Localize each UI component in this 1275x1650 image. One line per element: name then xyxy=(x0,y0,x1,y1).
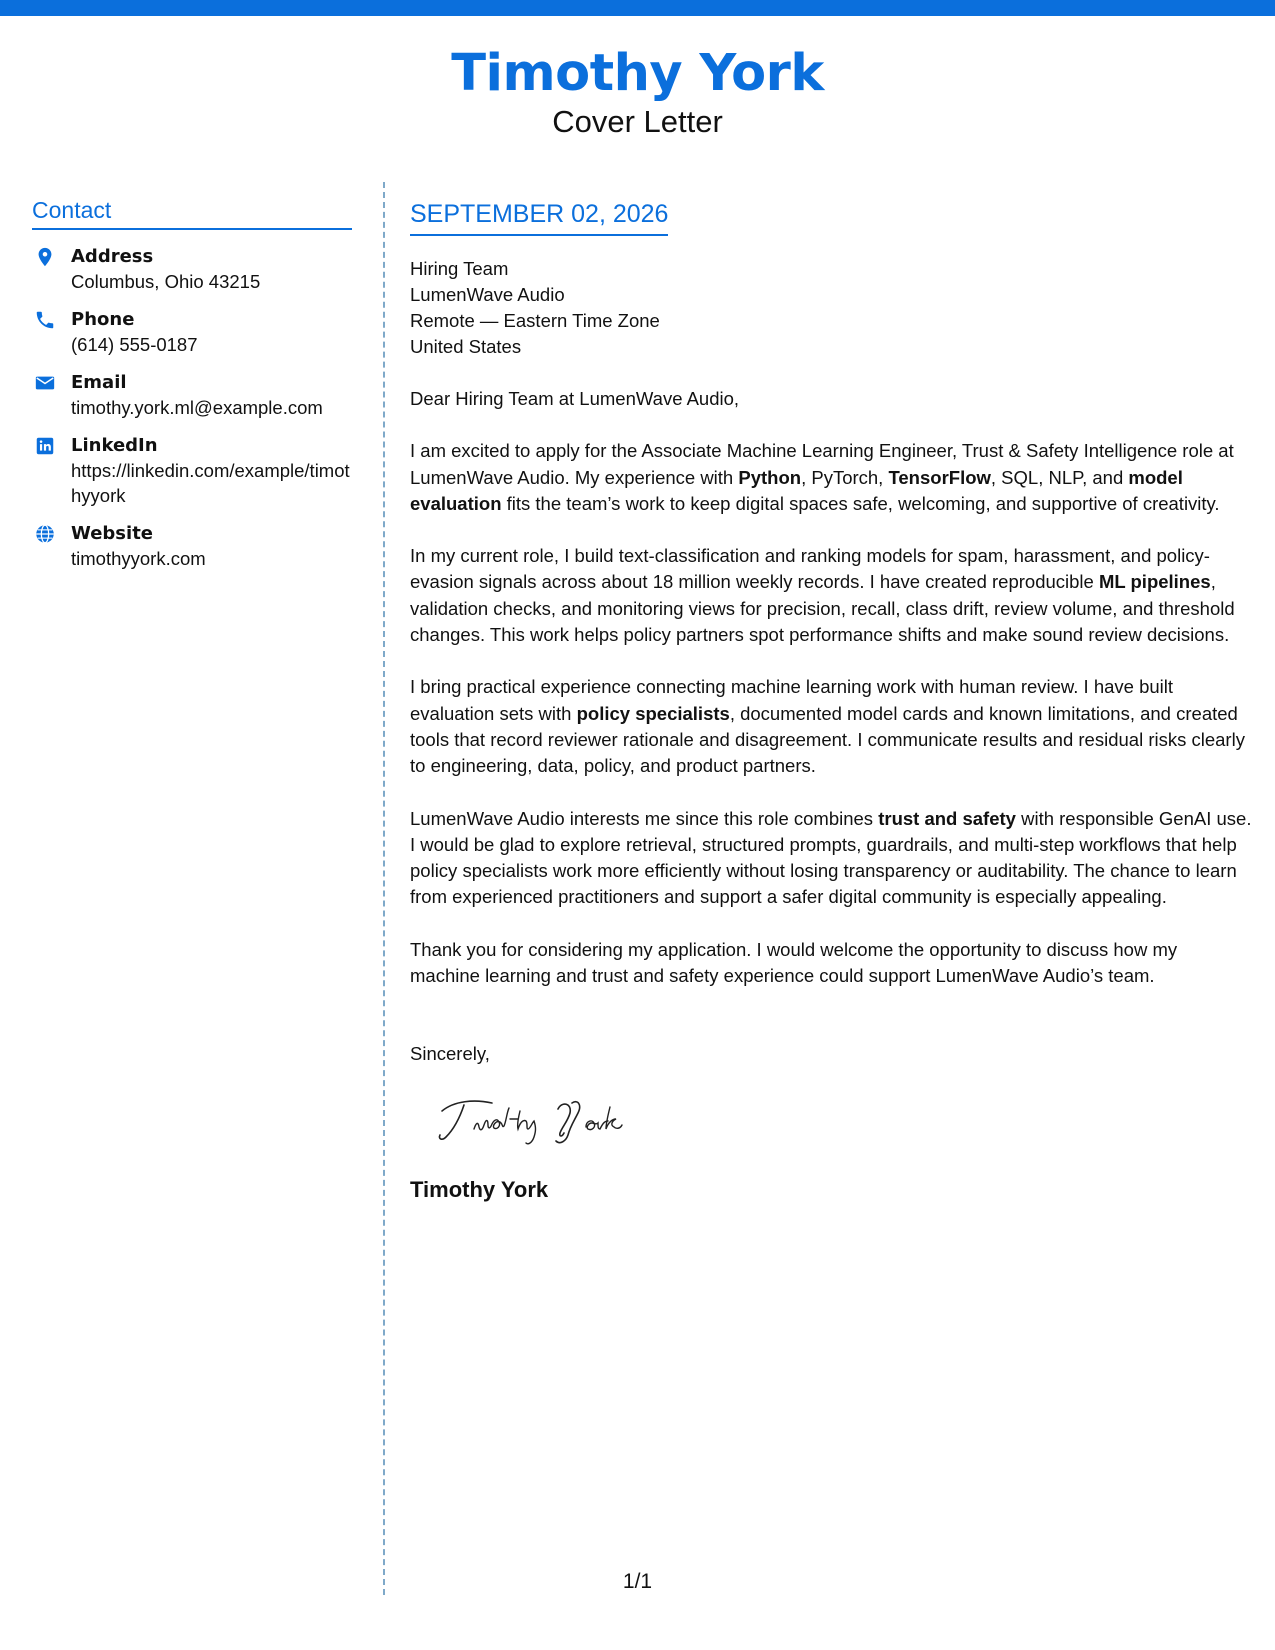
recipient-line: LumenWave Audio xyxy=(410,284,565,305)
letter-body xyxy=(410,198,1252,1204)
text-run: In my current role, I build text-classification and ranking models for spam, harassment, and policy-evasion signals across about 18 million weekly records. I have created reproducible xyxy=(410,545,1210,593)
text-run: I bring practical experience connecting machine learning work with human review. I have built evaluation sets with xyxy=(410,676,1174,724)
contact-label: Email xyxy=(71,372,127,393)
location-pin-icon xyxy=(34,246,56,268)
bold-keyword: trust and safety xyxy=(878,807,1016,829)
bold-keyword: TensorFlow xyxy=(888,466,991,488)
contact-value: timothy.york.ml@example.com xyxy=(71,397,323,418)
bold-keyword: policy specialists xyxy=(576,702,730,724)
column-divider xyxy=(383,182,385,1595)
signed-name: Timothy York xyxy=(410,1177,549,1203)
contact-label: Address xyxy=(71,246,154,267)
contact-value: Columbus, Ohio 43215 xyxy=(71,271,261,292)
text-run: , documented model cards and known limitations, and created tools that record reviewer rationale and disagreement. I communicate results and residual risks clearly to engineering, data, policy, and product partners. xyxy=(410,702,1245,777)
linkedin-icon xyxy=(34,435,56,457)
contact-item-address xyxy=(32,244,352,294)
contact-list xyxy=(32,244,352,571)
recipient-block xyxy=(410,256,1252,360)
text-run: LumenWave Audio interests me since this role combines xyxy=(410,807,879,829)
applicant-name: Timothy York xyxy=(451,44,824,103)
text-run: , validation checks, and monitoring views for precision, recall, class drift, review volume, and threshold changes. This work helps policy partners spot performance shifts and make sound review decisions. xyxy=(410,571,1235,646)
page-number: 1/1 xyxy=(622,1570,653,1593)
salutation: Dear Hiring Team at LumenWave Audio, xyxy=(410,388,740,409)
phone-icon xyxy=(34,309,56,331)
contact-item-linkedin xyxy=(32,433,352,508)
paragraph-interest xyxy=(410,806,1252,911)
text-run: , SQL, NLP, and xyxy=(990,466,1129,488)
paragraph-thanks: Thank you for considering my application. I would welcome the opportunity to discuss how my machine learning and trust and safety experience could support LumenWave Audio’s team. xyxy=(410,938,1178,987)
contact-value: (614) 555-0187 xyxy=(71,334,198,355)
sidebar xyxy=(32,196,352,584)
contact-label: LinkedIn xyxy=(71,435,158,456)
recipient-line: Hiring Team xyxy=(410,258,509,279)
recipient-line: United States xyxy=(410,336,522,357)
contact-label: Phone xyxy=(71,309,135,330)
globe-icon xyxy=(34,523,56,545)
paragraph-experience xyxy=(410,674,1252,779)
text-run: I am excited to apply for the Associate Machine Learning Engineer, Trust & Safety Intelligence role at LumenWave Audio. My experience with xyxy=(410,440,1234,488)
bold-keyword: ML pipelines xyxy=(1098,571,1211,593)
text-run: fits the team’s work to keep digital spaces safe, welcoming, and supportive of creativity. xyxy=(501,492,1220,514)
text-run: , PyTorch, xyxy=(801,466,889,488)
email-icon xyxy=(34,372,56,394)
text-run: with responsible GenAI use. I would be glad to explore retrieval, structured prompts, guardrails, and multi-step workflows that help policy specialists work more efficiently without losing transparency or auditability. The chance to learn from experienced practitioners and support a safer digital community is especially appealing. xyxy=(410,807,1252,908)
closing: Sincerely, xyxy=(410,1043,490,1065)
contact-label: Website xyxy=(71,523,154,544)
paragraph-intro xyxy=(410,438,1252,517)
contact-item-email xyxy=(32,370,352,420)
paragraph-current-role xyxy=(410,543,1252,648)
letter-date: SEPTEMBER 02, 2026 xyxy=(410,198,668,236)
handwritten-signature xyxy=(434,1089,674,1151)
document-type: Cover Letter xyxy=(552,104,723,139)
top-accent-bar xyxy=(0,0,1275,16)
bold-keyword: model evaluation xyxy=(410,466,1183,514)
recipient-line: Remote — Eastern Time Zone xyxy=(410,310,660,331)
letter-header xyxy=(0,44,1275,140)
contact-item-phone xyxy=(32,307,352,357)
contact-item-website xyxy=(32,521,352,571)
contact-value[interactable]: https://linkedin.com/example/timothyyork xyxy=(71,460,350,506)
bold-keyword: Python xyxy=(738,466,802,488)
contact-value[interactable]: timothyyork.com xyxy=(71,548,206,569)
contact-section-title: Contact xyxy=(32,196,352,230)
